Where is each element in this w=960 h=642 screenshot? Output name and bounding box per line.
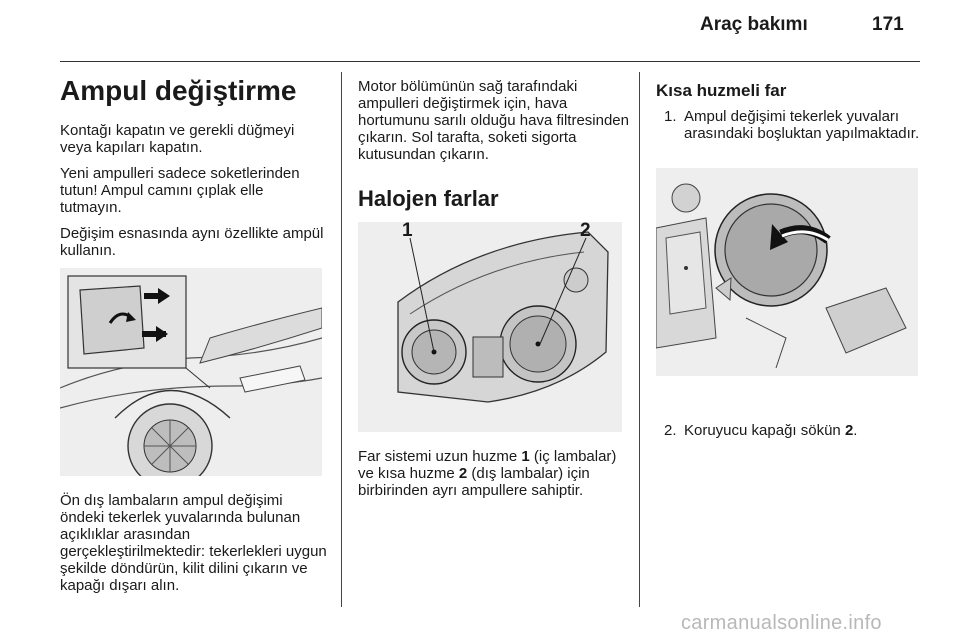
site-watermark: carmanualsonline.info [681,612,882,634]
column-2-intro: Motor bölümünün sağ tarafındaki ampulleri değiştirmek için, hava hortumunu sarılı olduğu hava filtresinden çıkarın. Sol tarafta, soketi sigorta kutusundan çıkarın. [358,78,629,163]
column-1-caption: Ön dış lambaların ampul değişimi öndeki tekerlek yuvalarında bulunan açıklıklar arasından gerçekleştirilmektedir: tekerlekleri uygun şekilde döndürün, kilit dilini çıkarın ve kapağı dışarı alın. [60,492,327,594]
page-number: 171 [872,14,904,35]
step-text: Ampul değişimi tekerlek yuvaları arasındaki boşluktan yapılmaktadır. [684,108,920,142]
column-divider-1 [341,72,342,607]
step-text: Koruyucu kapağı sökün [684,422,845,439]
step-number: 1. [664,108,677,125]
column-3-heading: Kısa huzmeli far [656,81,787,100]
column-divider-2 [639,72,640,607]
column-1-text [60,122,328,268]
car-front-drawing [60,268,322,476]
caption-text: (iç lambalar) ve kısa huzme [358,448,617,482]
step-1 [664,108,940,142]
figure-label-2: 2 [580,220,591,241]
low-beam-cover-illustration [656,168,918,376]
paragraph: Değişim esnasında aynı özellikte ampül kullanın. [60,225,324,259]
column-2-heading: Halojen farlar [358,186,499,211]
wheel-arch-cover-illustration [60,268,322,476]
paragraph: Kontağı kapatın ve gerekli düğmeyi veya kapıları kapatın. [60,122,295,156]
header-rule [60,61,920,62]
low-beam-drawing [656,168,918,376]
page-header-title: Araç bakımı [700,14,808,35]
column-2-caption [358,448,628,499]
step-2 [664,422,940,439]
figure-label-1: 1 [402,220,413,241]
paragraph: Yeni ampulleri sadece soketlerinden tutun! Ampul camını çıplak elle tutmayın. [60,165,300,216]
caption-text: Far sistemi uzun huzme [358,448,522,465]
column-1-heading: Ampul değiştirme [60,75,297,106]
headlamp-illustration [358,222,622,432]
step-text-end: . [853,422,858,439]
caption-ref: 1 [521,448,530,465]
step-number: 2. [664,422,677,439]
caption-ref: 2 [458,465,468,482]
step-ref: 2 [844,422,854,439]
caption-text: (dış lambalar) için birbirinden ayrı ampullere sahiptir. [358,465,590,499]
headlamp-drawing [358,222,622,432]
